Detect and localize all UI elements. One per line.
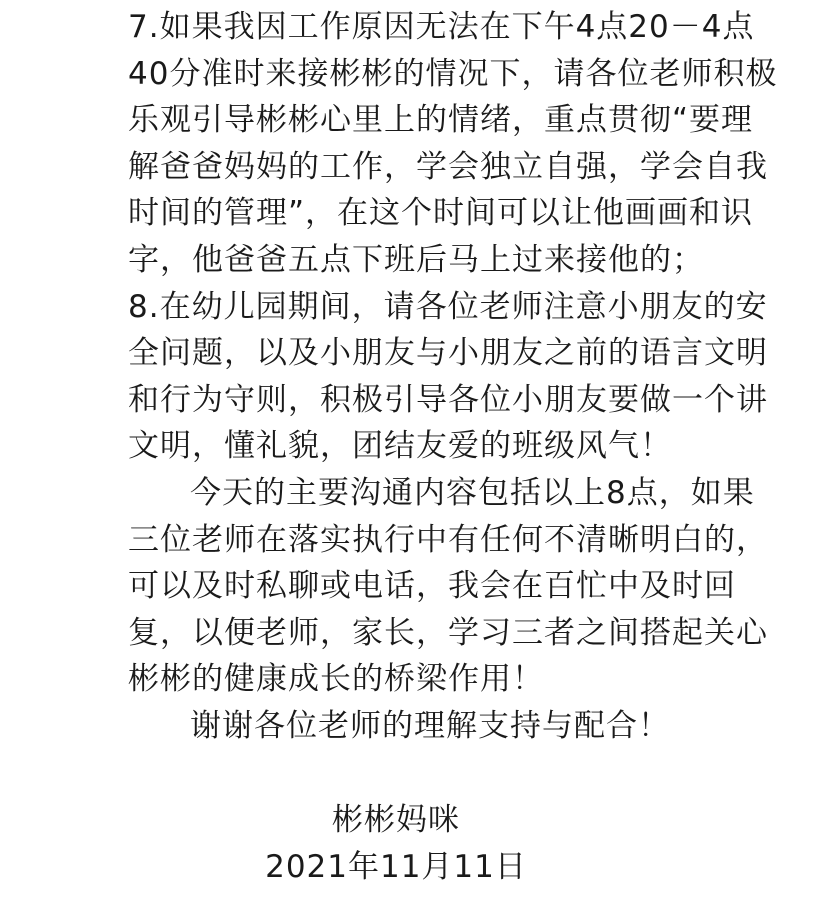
paragraph-line: 文明，懂礼貌，团结友爱的班级风气！ <box>128 428 672 465</box>
paragraph-line: 彬彬的健康成长的桥梁作用！ <box>128 661 544 698</box>
closing-line: 谢谢各位老师的理解支持与配合！ <box>190 707 670 744</box>
paragraph-line: 解爸爸妈妈的工作，学会独立自强，学会自我 <box>128 148 768 185</box>
signature-name: 彬彬妈咪 <box>332 802 460 838</box>
signature-date: 2021年11月11日 <box>265 849 527 885</box>
paragraph-line: 复，以便老师，家长，学习三者之间搭起关心 <box>128 614 768 651</box>
paragraph-line: 三位老师在落实执行中有任何不清晰明白的， <box>128 521 768 558</box>
paragraph-line: 8.在幼儿园期间，请各位老师注意小朋友的安 <box>128 288 768 325</box>
paragraph-line: 可以及时私聊或电话，我会在百忙中及时回 <box>128 568 736 605</box>
paragraph-line: 今天的主要沟通内容包括以上8点，如果 <box>190 474 755 511</box>
paragraph-line: 40分准时来接彬彬的情况下，请各位老师积极 <box>128 55 778 92</box>
paragraph-line: 时间的管理”，在这个时间可以让他画画和识 <box>128 195 754 232</box>
paragraph-line: 7.如果我因工作原因无法在下午4点20－4点 <box>128 9 755 45</box>
letter-body <box>128 4 818 750</box>
paragraph-line: 乐观引导彬彬心里上的情绪，重点贯彻“要理 <box>128 102 754 139</box>
paragraph-line: 字，他爸爸五点下班后马上过来接他的； <box>128 241 704 278</box>
paragraph-line: 全问题，以及小朋友与小朋友之前的语言文明 <box>128 335 768 372</box>
paragraph-line: 和行为守则，积极引导各位小朋友要做一个讲 <box>128 381 768 418</box>
